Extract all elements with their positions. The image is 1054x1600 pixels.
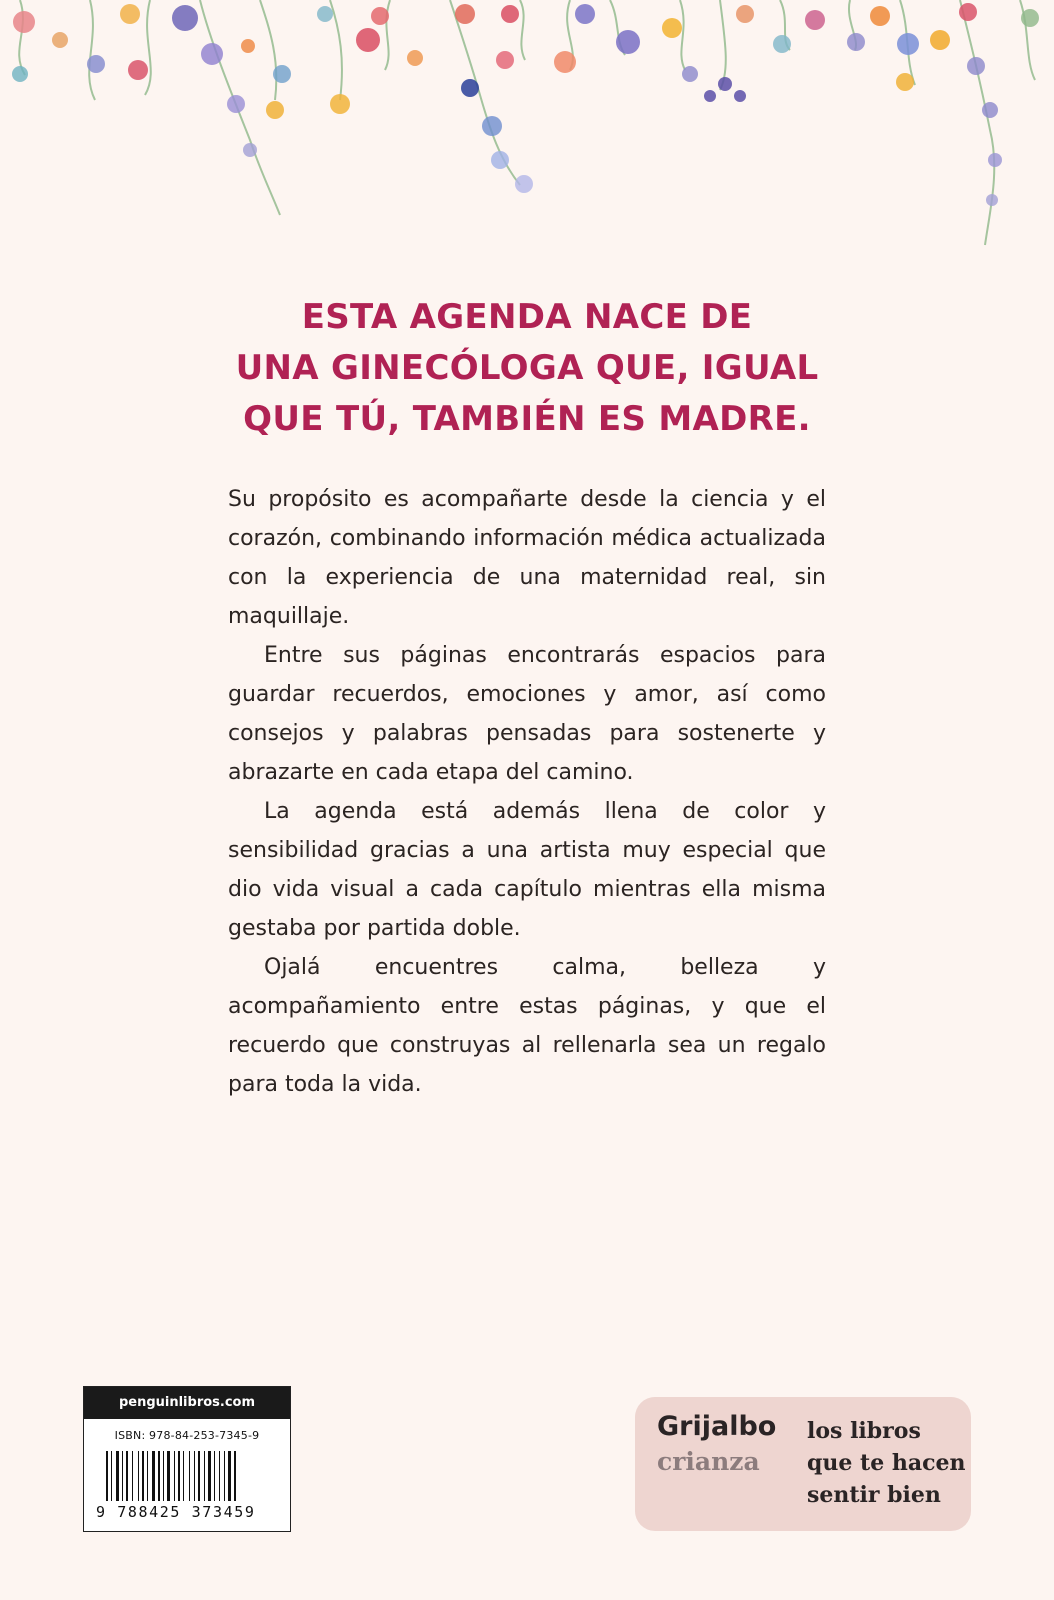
isbn-label: ISBN: 978-84-253-7345-9	[114, 1429, 260, 1442]
headline-line: QUE TÚ, TAMBIÉN ES MADRE.	[243, 399, 811, 439]
body-paragraph: Entre sus páginas encontrarás espacios para guardar recuerdos, emociones y amor, así como consejos y palabras pensadas para sostenerte y abrazarte en cada etapa del camino.	[228, 643, 826, 785]
headline	[0, 292, 1054, 445]
tagline-line: sentir bien	[807, 1482, 941, 1508]
publisher-tagline	[807, 1415, 966, 1511]
publisher-name: Grijalbo	[657, 1411, 777, 1442]
barcode-digits: 9 788425 373459	[96, 1503, 256, 1521]
publisher-imprint: crianza	[657, 1447, 760, 1476]
barcode-icon	[94, 1451, 282, 1503]
barcode-block	[83, 1386, 291, 1532]
body-paragraph: Su propósito es acompañarte desde la ciencia y el corazón, combinando información médica actualizada con la experiencia de una maternidad real, sin maquillaje.	[228, 487, 826, 629]
tagline-line: que te hacen	[807, 1450, 966, 1476]
headline-line: ESTA AGENDA NACE DE	[301, 297, 753, 337]
publisher-badge	[635, 1397, 971, 1531]
body-paragraph: Ojalá encuentres calma, belleza y acompañamiento entre estas páginas, y que el recuerdo que construyas al rellenarla sea un regalo para toda la vida.	[228, 955, 826, 1097]
body-paragraph: La agenda está además llena de color y sensibilidad gracias a una artista muy especial que dio vida visual a cada capítulo mientras ella misma gestaba por partida doble.	[228, 799, 826, 941]
website-label: penguinlibros.com	[84, 1387, 290, 1419]
body-text	[228, 480, 826, 1104]
headline-line: UNA GINECÓLOGA QUE, IGUAL	[235, 348, 819, 388]
tagline-line: los libros	[807, 1418, 921, 1444]
watercolor-flowers-border	[0, 0, 1054, 260]
